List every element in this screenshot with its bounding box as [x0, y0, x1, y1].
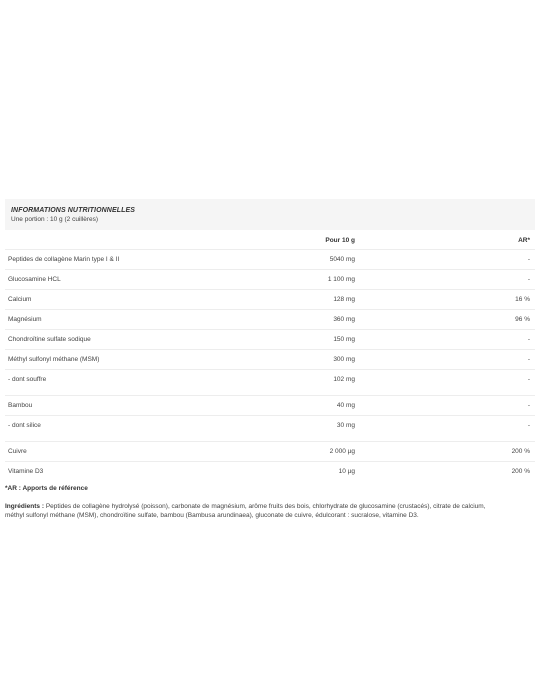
row-per: 128 mg	[333, 296, 355, 303]
ingredients	[5, 493, 505, 520]
row-name: Chondroïtine sulfate sodique	[8, 336, 91, 343]
row-name: Bambou	[8, 402, 33, 409]
row-ar: -	[527, 336, 530, 343]
table-row	[5, 462, 535, 481]
row-per: 102 mg	[333, 376, 355, 383]
portion-info: Une portion : 10 g (2 cuillères)	[11, 216, 99, 223]
row-name: Cuivre	[8, 448, 27, 455]
table-header-row	[5, 230, 535, 250]
row-name: Méthyl sulfonyl méthane (MSM)	[8, 356, 100, 363]
table-row	[5, 250, 535, 270]
row-ar: -	[527, 356, 530, 363]
table-row	[5, 370, 535, 396]
table-row	[5, 350, 535, 370]
row-name: - dont silice	[8, 422, 41, 429]
row-ar: -	[527, 402, 530, 409]
table-row	[5, 270, 535, 290]
ingredients-label: Ingrédients :	[5, 503, 45, 510]
row-per: 300 mg	[333, 356, 355, 363]
row-ar: 200 %	[511, 468, 530, 475]
table-row	[5, 330, 535, 350]
row-per: 2 000 µg	[329, 448, 355, 455]
nutrition-header	[5, 199, 535, 230]
row-per: 1 100 mg	[327, 276, 355, 283]
row-per: 30 mg	[336, 422, 355, 429]
table-row	[5, 442, 535, 462]
row-name: Vitamine D3	[8, 468, 44, 475]
table-row	[5, 416, 535, 442]
row-per: 40 mg	[336, 402, 355, 409]
row-ar: 200 %	[511, 448, 530, 455]
row-ar: -	[527, 276, 530, 283]
row-per: 360 mg	[333, 316, 355, 323]
nutrition-table	[5, 199, 535, 520]
row-ar: -	[527, 376, 530, 383]
table-row	[5, 310, 535, 330]
row-per: 150 mg	[333, 336, 355, 343]
row-name: Glucosamine HCL	[8, 276, 61, 283]
row-ar: -	[527, 256, 530, 263]
row-ar: 96 %	[515, 316, 530, 323]
column-header-per: Pour 10 g	[325, 237, 355, 244]
row-per: 5040 mg	[329, 256, 355, 263]
row-name: Calcium	[8, 296, 32, 303]
row-name: Peptides de collagène Marin type I & II	[8, 256, 120, 263]
column-header-ar: AR*	[518, 237, 530, 244]
row-name: - dont souffre	[8, 376, 47, 383]
table-row	[5, 396, 535, 416]
ingredients-text: Peptides de collagène hydrolysé (poisson), carbonate de magnésium, arôme fruits des bois, chlorhydrate de glucosamine (crustacés), citrate de calcium, méthyl sulfonyl méthane (MSM), chondroïtine sulfate, bambou (Bambusa arundinaea), gluconate de cuivre, édulcorant : sucralose, vitamine D3.	[5, 503, 486, 519]
table-row	[5, 290, 535, 310]
row-per: 10 µg	[338, 468, 355, 475]
row-ar: -	[527, 422, 530, 429]
nutrition-title: INFORMATIONS NUTRITIONNELLES	[11, 207, 135, 214]
row-ar: 16 %	[515, 296, 530, 303]
reference-note: *AR : Apports de référence	[5, 485, 88, 492]
row-name: Magnésium	[8, 316, 42, 323]
